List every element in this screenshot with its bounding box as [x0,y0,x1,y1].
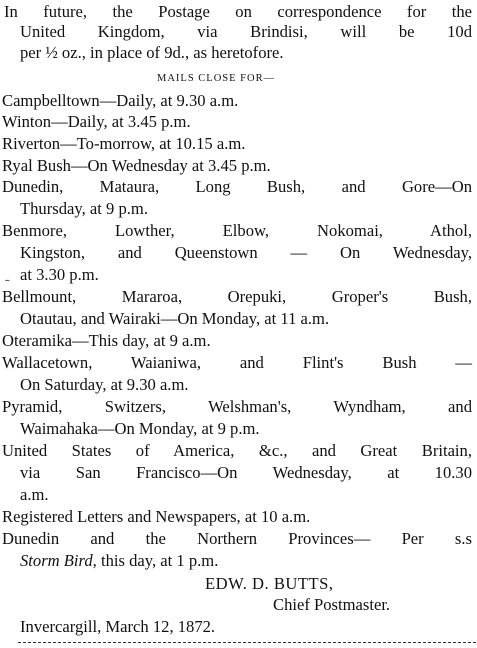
mail-entry-wallacetown-line-1: Wallacetown, Waianiwa, and Flint's Bush — [2,353,472,372]
intro-line-1: In future, the Postage on correspondence for the [4,2,472,21]
mail-entry-northern-line-1: Dunedin and the Northern Provinces— Per s.s [2,529,472,548]
intro-line-2: United Kingdom, via Brindisi, will be 10d [20,22,472,41]
mail-entry-usa-line-1: United States of America, &c., and Great Britain, [2,441,472,460]
mail-entry-usa-line-2: via San Francisco—On Wednesday, at 10.30 [20,463,472,482]
intro-line-3: per ½ oz., in place of 9d., as heretofore. [20,43,284,62]
mail-entry-northern-line-2 [20,551,218,571]
signature-title: Chief Postmaster. [273,595,391,614]
mail-entry-benmore-line-3: at 3.30 p.m. [20,265,99,284]
bottom-rule [18,642,476,643]
mail-entry-campbelltown: Campbelltown—Daily, at 9.30 a.m. [2,91,239,110]
mail-entry-wallacetown-line-2: On Saturday, at 9.30 a.m. [20,375,189,394]
mail-entry-winton: Winton—Daily, at 3.45 p.m. [2,112,191,131]
signature-name: EDW. D. BUTTS, [205,574,334,593]
mail-entry-benmore-line-1: Benmore, Lowther, Elbow, Nokomai, Athol, [2,221,472,240]
mail-entry-bellmount-line-2: Otautau, and Wairaki—On Monday, at 11 a.m. [20,309,330,328]
dateline: Invercargill, March 12, 1872. [20,617,216,636]
ship-name: Storm Bird, [20,551,97,570]
mail-entry-ryal-bush: Ryal Bush—On Wednesday at 3.45 p.m. [2,156,271,175]
mail-entry-pyramid-line-2: Waimahaka—On Monday, at 9 p.m. [20,419,260,438]
mail-entry-usa-line-3: a.m. [20,485,49,504]
mail-entry-dunedin-line-1: Dunedin, Mataura, Long Bush, and Gore—On [2,177,472,196]
mail-entry-pyramid-line-1: Pyramid, Switzers, Welshman's, Wyndham, and [2,397,472,416]
mail-entry-riverton: Riverton—To-morrow, at 10.15 a.m. [2,134,246,153]
mails-close-heading: MAILS CLOSE FOR— [157,73,276,84]
mail-entry-oteramika: Oteramika—This day, at 9 a.m. [2,331,211,350]
mail-entry-dunedin-line-2: Thursday, at 9 p.m. [20,199,148,218]
mail-entry-bellmount-line-1: Bellmount, Mararoa, Orepuki, Groper's Bush, [2,287,472,306]
northern-departure-time: this day, at 1 p.m. [100,551,219,570]
mail-entry-benmore-line-2: Kingston, and Queenstown — On Wednesday, [20,243,472,262]
mail-entry-registered: Registered Letters and Newspapers, at 10 a.m. [2,507,311,526]
stray-ink-mark: ˍ [5,268,10,283]
